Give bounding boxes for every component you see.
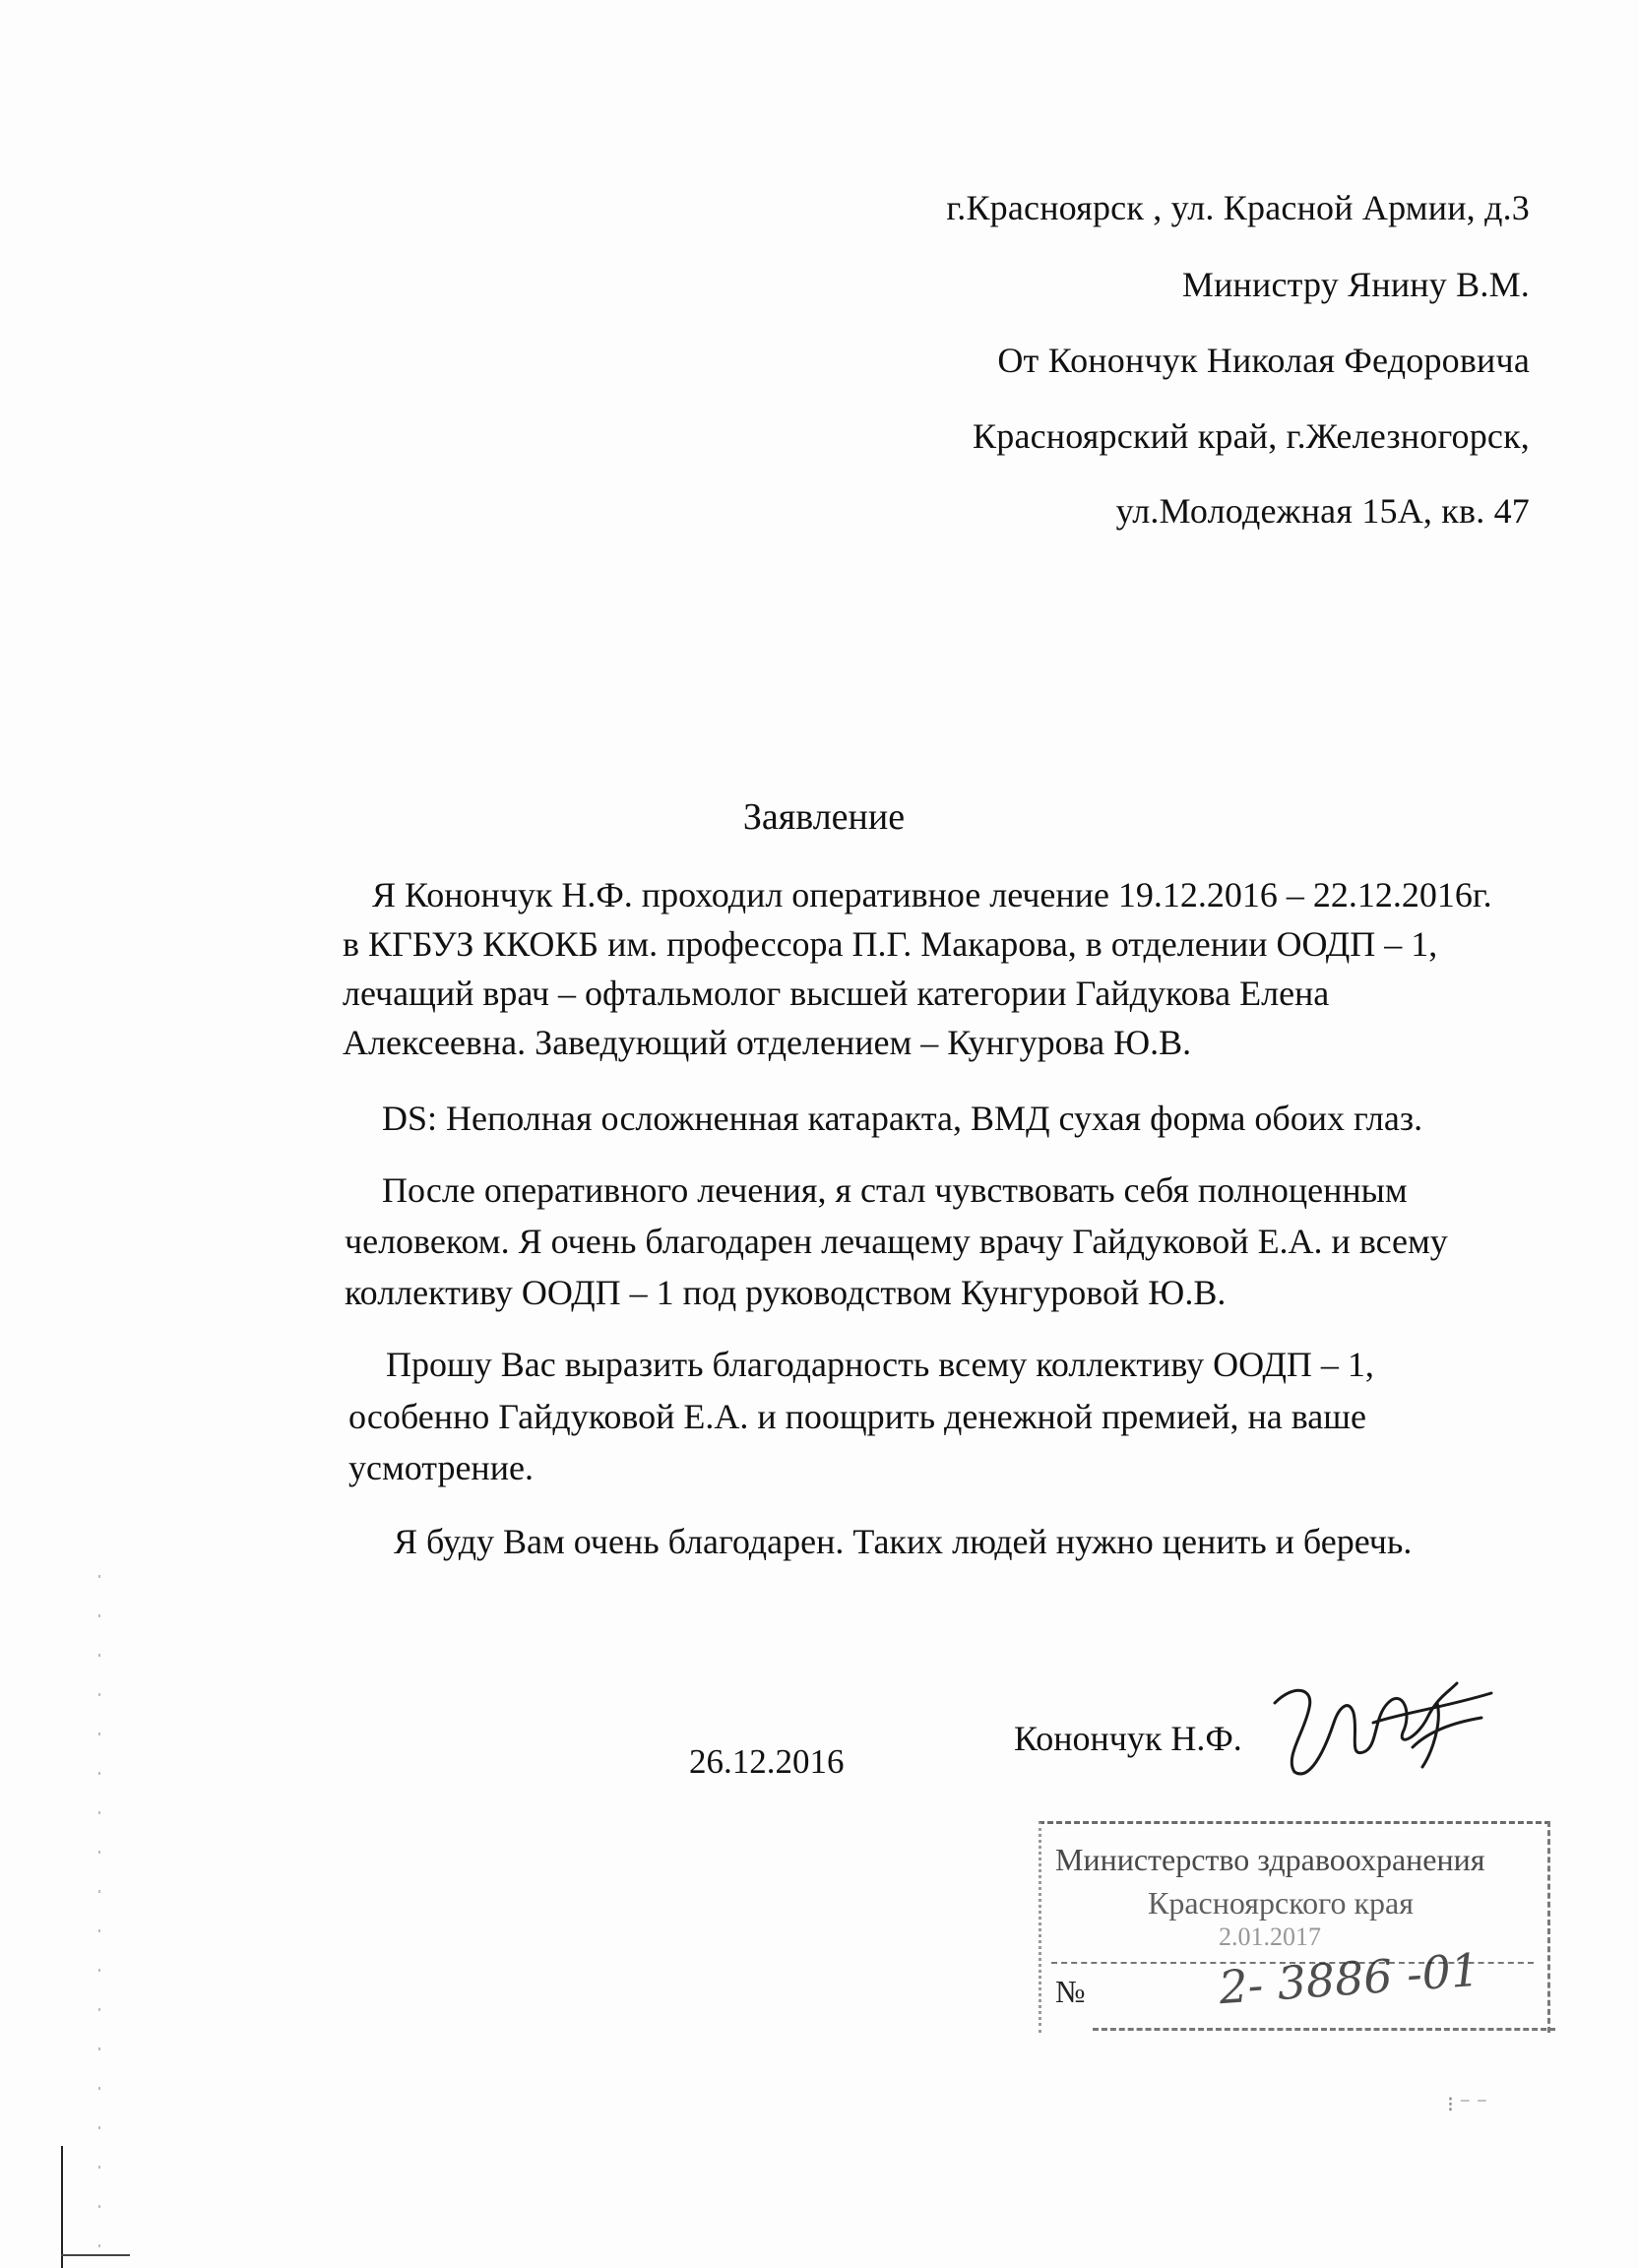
stamp-organization: Министерство здравоохранения: [1055, 1842, 1485, 1877]
stamp-bottom-border: [1093, 2028, 1555, 2031]
body-line: Прошу Вас выразить благодарность всему коллективу ООДП – 1,: [386, 1345, 1374, 1384]
document-title: Заявление: [742, 796, 906, 838]
stamp-date: 2.01.2017: [1219, 1922, 1321, 1951]
sender-name: От Конончук Николая Федоровича: [997, 341, 1530, 380]
recipient-address: г.Красноярск , ул. Красной Армии, д.3: [946, 188, 1530, 227]
stamp-region: Красноярского края: [1148, 1885, 1414, 1921]
diagnosis-line: DS: Неполная осложненная катаракта, ВМД сухая форма обоих глаз.: [382, 1099, 1423, 1138]
signer-name: Конончук Н.Ф.: [1014, 1719, 1242, 1758]
scan-artifact-edge-bottom: [61, 2254, 130, 2256]
stamp-registration-number: 2- 3886 -01: [1217, 1942, 1481, 2015]
closing-line: Я буду Вам очень благодарен. Таких людей нужно ценить и беречь.: [394, 1522, 1413, 1561]
scan-artifact-edge: [61, 2146, 63, 2268]
registration-stamp: [1039, 1821, 1550, 2033]
body-line: в КГБУЗ ККОКБ им. профессора П.Г. Макарова, в отделении ООДП – 1,: [343, 924, 1438, 964]
scan-artifact-mark: ⁝ ⁻ ⁻: [1447, 2092, 1488, 2116]
sender-region: Красноярский край, г.Железногорск,: [973, 416, 1530, 456]
body-line: коллективу ООДП – 1 под руководством Кунгуровой Ю.В.: [345, 1273, 1227, 1312]
body-line: человеком. Я очень благодарен лечащему врачу Гайдуковой Е.А. и всему: [345, 1222, 1448, 1261]
body-line: После оперативного лечения, я стал чувствовать себя полноценным: [382, 1170, 1408, 1210]
body-line: Я Конончук Н.Ф. проходил оперативное лечение 19.12.2016 – 22.12.2016г.: [372, 875, 1492, 914]
stamp-number-label: №: [1055, 1974, 1086, 2009]
handwritten-signature: [1255, 1664, 1511, 1792]
document-date: 26.12.2016: [689, 1742, 845, 1781]
body-line: Алексеевна. Заведующий отделением – Кунгурова Ю.В.: [343, 1023, 1192, 1062]
body-line: лечащий врач – офтальмолог высшей категории Гайдукова Елена: [343, 974, 1330, 1013]
scan-artifact-dots: [98, 1575, 100, 2264]
recipient-name: Министру Янину В.М.: [1181, 265, 1530, 304]
body-line: усмотрение.: [348, 1448, 534, 1487]
body-line: особенно Гайдуковой Е.А. и поощрить денежной премией, на ваше: [348, 1397, 1366, 1436]
sender-street: ул.Молодежная 15А, кв. 47: [1115, 491, 1530, 531]
